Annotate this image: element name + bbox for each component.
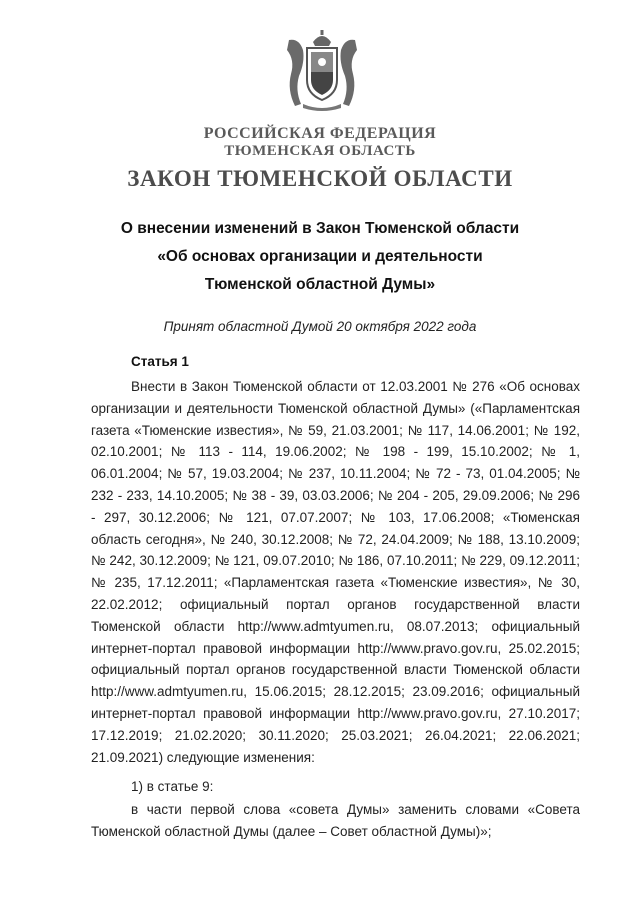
header-doc-type: ЗАКОН ТЮМЕНСКОЙ ОБЛАСТИ [127, 166, 513, 191]
header-federation: РОССИЙСКАЯ ФЕДЕРАЦИЯ [203, 125, 437, 142]
title-line-2: «Об основах организации и деятельности [157, 248, 483, 265]
adoption-date: Принят областной Думой 20 октября 2022 года [163, 319, 477, 334]
article-body: Внести в Закон Тюменской области от 12.03.2001 № 276 «Об основах организации и деятельности Тюменской областной Думы» («Парламентская газета «Тюменские известия», № 59, 21.03.2001; № 117, 14.06.2001; № 192, 02.10.2001; № 113 - 114, 19.06.2002; № 198 - 199, 15.10.2002; № 1, 06.01.2004; № 57, 19.03.2004; № 237, 10.11.2004; № 72 - 73, 01.04.2005; № 232 - 233, 14.10.2005; № 38 - 39, 03.03.2006; № 204 - 205, 29.09.2006; № 296 - 297, 30.12.2006; № 121, 07.07.2007; № 103, 17.06.2008; «Тюменская область сегодня», № 240, 30.12.2008; № 72, 24.04.2009; № 188, 13.10.2009; № 242, 30.12.2009; № 121, 09.07.2010; № 186, 07.10.2011; № 229, 09.12.2011; № 235, 17.12.2011; «Парламентская газета «Тюменские известия», № 30, 22.02.2012; официальный портал органов государственной власти Тюменской области http://www.admtyumen.ru, 08.07.2013; официальный интернет-портал правовой информации http://www.pravo.gov.ru, 25.02.2015; официальный портал органов государственной власти Тюменской области http://www.admtyumen.ru, 15.06.2015; 28.12.2015; 23.09.2016; официальный интернет-портал правовой информации http://www.pravo.gov.ru, 27.10.2017; 17.12.2019; 21.02.2020; 30.11.2020; 25.03.2021; 26.04.2021; 22.06.2021; 21.09.2021) следующие изменения: [91, 379, 580, 765]
title-line-1: О внесении изменений в Закон Тюменской области [120, 220, 520, 237]
article-item-1-text: в части первой слова «совета Думы» заменить словами «Совета Тюменской областной Думы (далее – Совет областной Думы)»; [91, 802, 580, 839]
article-item-1: 1) в статье 9: [131, 779, 214, 794]
coat-of-arms-icon [285, 28, 359, 112]
article-heading: Статья 1 [131, 354, 189, 369]
title-line-3: Тюменской областной Думы» [204, 276, 436, 293]
header-region: ТЮМЕНСКАЯ ОБЛАСТЬ [224, 143, 416, 159]
